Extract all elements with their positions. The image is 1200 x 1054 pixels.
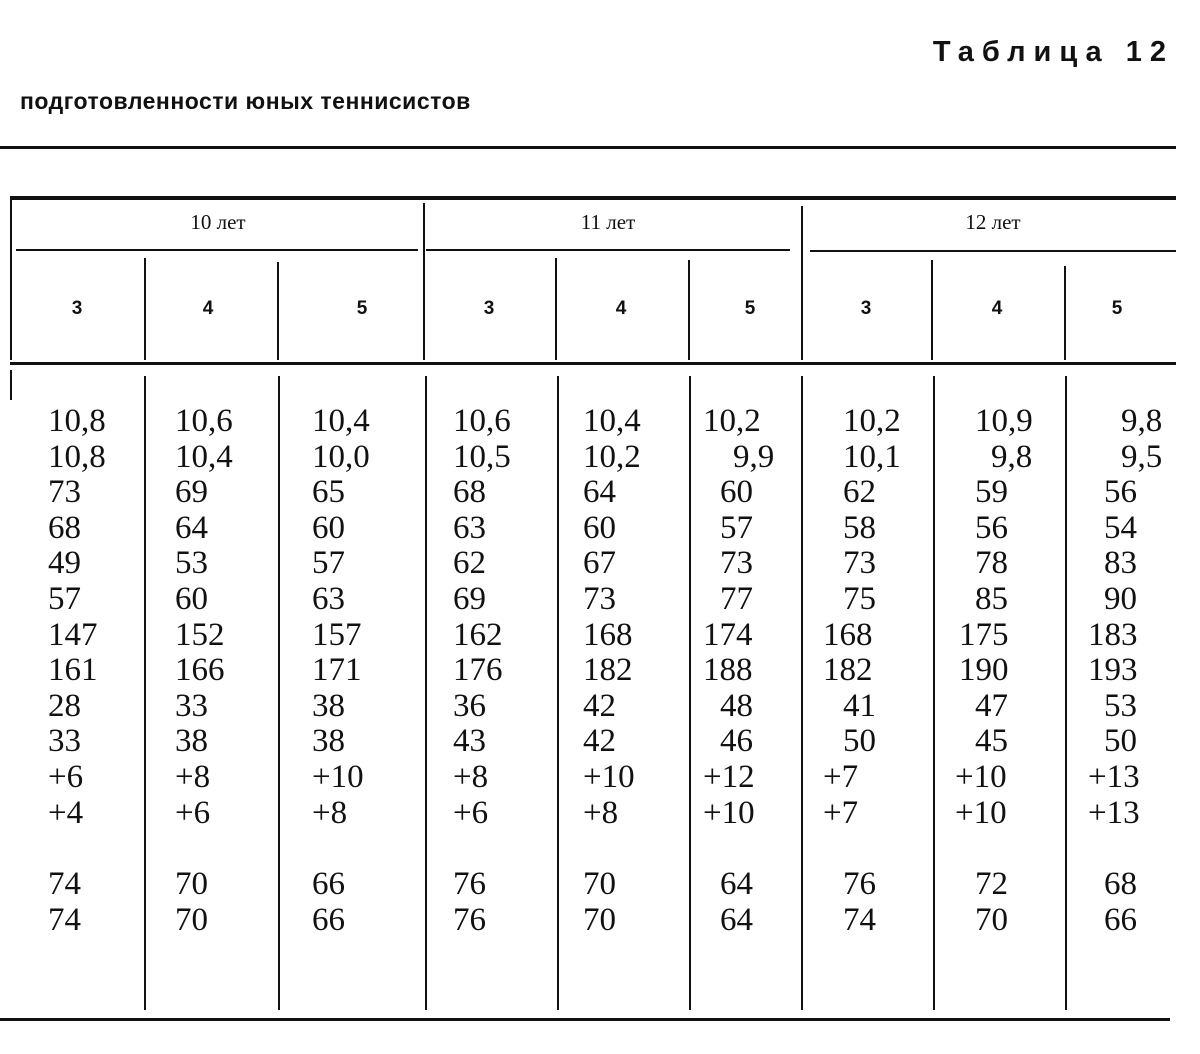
table-cell: 75: [843, 580, 876, 617]
table-cell: 174: [703, 616, 753, 653]
table-cell: 10,2: [703, 403, 761, 439]
table-cell: 57: [312, 545, 345, 582]
table-cell: 69: [453, 580, 486, 617]
body-divider: [278, 376, 280, 1010]
table-cell: 66: [1104, 901, 1137, 938]
top-rule: [0, 146, 1176, 149]
table-cell: 74: [843, 901, 876, 938]
table-cell: 76: [843, 866, 876, 903]
table-cell: 175: [959, 616, 1009, 653]
table-cell: 182: [583, 652, 633, 689]
table-cell: 70: [175, 901, 208, 938]
table-cell: 193: [1088, 652, 1138, 689]
table-cell: 63: [312, 580, 345, 617]
table-cell: 28: [48, 687, 81, 724]
table-cell: 66: [312, 866, 345, 903]
table-cell: 152: [175, 616, 225, 653]
data-column-12-3: [823, 404, 929, 938]
data-column-11-5: [703, 404, 799, 938]
data-column-12-4: [955, 404, 1063, 938]
row-gap: [583, 831, 683, 867]
table-cell: 190: [959, 652, 1009, 689]
table-cell: 73: [843, 545, 876, 582]
table-cell: +8: [453, 758, 489, 795]
grade-label: 5: [744, 298, 756, 319]
table-subtitle: подготовленности юных теннисистов: [20, 88, 471, 114]
header-subdivider: [688, 260, 690, 360]
table-cell: 10,6: [175, 403, 233, 439]
table-cell: 9,9: [733, 438, 775, 475]
age-group-11-label: 11 лет: [580, 210, 636, 234]
table-cell: 77: [720, 580, 753, 617]
body-divider: [557, 376, 559, 1010]
table-cell: 74: [48, 866, 81, 903]
table-cell: 62: [453, 545, 486, 582]
table-cell: +10: [703, 794, 755, 831]
header-divider-10-11: [423, 203, 425, 360]
grade-label: 4: [615, 298, 627, 319]
table-cell: +10: [955, 758, 1007, 795]
table-cell: 76: [453, 901, 486, 938]
table-cell: 85: [975, 580, 1008, 617]
header-top-rule: [10, 196, 1176, 200]
table-cell: 65: [312, 474, 345, 511]
row-gap: [453, 831, 553, 867]
table-cell: 73: [583, 580, 616, 617]
table-cell: 9,8: [991, 438, 1033, 475]
table-number-label: Таблица 12: [932, 36, 1174, 68]
body-divider: [801, 376, 803, 1010]
age-11-underline: [426, 249, 790, 251]
grade-label: 4: [202, 298, 214, 319]
table-cell: +7: [823, 794, 859, 831]
table-cell: 10,1: [843, 438, 901, 475]
body-divider: [933, 376, 935, 1010]
table-cell: 57: [48, 580, 81, 617]
table-cell: +13: [1088, 794, 1140, 831]
row-gap: [1088, 831, 1180, 867]
table-cell: 10,0: [312, 438, 370, 475]
table-cell: 33: [48, 723, 81, 760]
table-cell: 10,8: [48, 438, 106, 475]
row-gap: [48, 831, 140, 867]
table-cell: 10,4: [175, 438, 233, 475]
table-cell: 72: [975, 866, 1008, 903]
table-cell: 90: [1104, 580, 1137, 617]
table-cell: +10: [583, 758, 635, 795]
table-cell: 168: [823, 616, 873, 653]
table-cell: 43: [453, 723, 486, 760]
table-cell: 38: [312, 723, 345, 760]
table-cell: 83: [1104, 545, 1137, 582]
grade-label: 5: [1111, 298, 1123, 319]
table-cell: +10: [312, 758, 364, 795]
table-cell: 10,2: [583, 438, 641, 475]
table-cell: +12: [703, 758, 755, 795]
data-column-11-4: [583, 404, 683, 938]
table-cell: 70: [583, 866, 616, 903]
table-cell: 54: [1104, 509, 1137, 546]
table-cell: 70: [175, 866, 208, 903]
age-12-underline: [810, 250, 1176, 252]
table-cell: +7: [823, 758, 859, 795]
table-cell: 10,2: [843, 403, 901, 439]
table-cell: 157: [312, 616, 362, 653]
header-subdivider: [144, 258, 146, 360]
body-left-border: [10, 370, 12, 400]
age-group-12-label: 12 лет: [965, 210, 1021, 234]
row-gap: [312, 831, 422, 867]
table-cell: 67: [583, 545, 616, 582]
table-cell: 62: [843, 474, 876, 511]
table-cell: 48: [720, 687, 753, 724]
data-column-11-3: [453, 404, 553, 938]
table-cell: 38: [312, 687, 345, 724]
table-cell: 10,5: [453, 438, 511, 475]
header-subdivider: [555, 258, 557, 360]
header-left-border: [10, 200, 12, 360]
table-cell: 188: [703, 652, 753, 689]
table-cell: 9,8: [1121, 403, 1163, 439]
bottom-rule: [0, 1018, 1170, 1021]
table-cell: 60: [312, 509, 345, 546]
table-cell: 59: [975, 474, 1008, 511]
table-cell: 69: [175, 474, 208, 511]
table-cell: +13: [1088, 758, 1140, 795]
table-cell: 78: [975, 545, 1008, 582]
table-cell: 147: [48, 616, 98, 653]
table-cell: 76: [453, 866, 486, 903]
table-cell: 64: [720, 866, 753, 903]
table-cell: 168: [583, 616, 633, 653]
data-column-10-3: [48, 404, 140, 938]
table-cell: 10,4: [312, 403, 370, 439]
table-cell: 64: [720, 901, 753, 938]
table-cell: 46: [720, 723, 753, 760]
data-column-10-5: [312, 404, 422, 938]
table-cell: 68: [453, 474, 486, 511]
grade-label: 3: [483, 298, 495, 319]
table-cell: 60: [720, 474, 753, 511]
table-cell: 73: [720, 545, 753, 582]
table-cell: 68: [48, 509, 81, 546]
table-cell: +6: [453, 794, 489, 831]
table-cell: 58: [843, 509, 876, 546]
table-cell: +6: [175, 794, 211, 831]
grade-label: 4: [991, 298, 1003, 319]
data-column-10-4: [175, 404, 275, 938]
age-10-underline: [16, 249, 418, 251]
body-divider: [1065, 376, 1067, 1010]
table-cell: 64: [583, 474, 616, 511]
table-cell: 53: [1104, 687, 1137, 724]
row-gap: [823, 831, 929, 867]
table-cell: 10,9: [975, 403, 1033, 439]
grade-label: 3: [71, 298, 83, 319]
table-cell: +8: [583, 794, 619, 831]
table-cell: 45: [975, 723, 1008, 760]
row-gap: [955, 831, 1063, 867]
table-cell: 63: [453, 509, 486, 546]
table-cell: 162: [453, 616, 503, 653]
table-cell: 161: [48, 652, 98, 689]
table-cell: 42: [583, 687, 616, 724]
table-cell: 182: [823, 652, 873, 689]
table-cell: 50: [1104, 723, 1137, 760]
data-column-12-5: [1088, 404, 1180, 938]
table-cell: 183: [1088, 616, 1138, 653]
table-cell: 68: [1104, 866, 1137, 903]
table-cell: 60: [175, 580, 208, 617]
header-subdivider: [277, 262, 279, 360]
table-cell: 41: [843, 687, 876, 724]
table-cell: 74: [48, 901, 81, 938]
table-cell: 64: [175, 509, 208, 546]
table-cell: 33: [175, 687, 208, 724]
table-cell: 53: [175, 545, 208, 582]
header-divider-11-12: [801, 206, 803, 360]
table-cell: 9,5: [1121, 438, 1163, 475]
table-cell: 73: [48, 474, 81, 511]
body-divider: [144, 376, 146, 1010]
header-subdivider: [1064, 266, 1066, 360]
table-cell: +4: [48, 794, 84, 831]
table-cell: 56: [975, 509, 1008, 546]
grade-label: 5: [356, 298, 368, 319]
table-cell: 66: [312, 901, 345, 938]
table-cell: 171: [312, 652, 362, 689]
table-cell: 70: [975, 901, 1008, 938]
age-group-10-label: 10 лет: [190, 210, 246, 234]
table-cell: 49: [48, 545, 81, 582]
table-cell: 166: [175, 652, 225, 689]
header-bottom-rule: [10, 362, 1176, 365]
body-divider: [689, 376, 691, 1010]
table-cell: 47: [975, 687, 1008, 724]
table-cell: 36: [453, 687, 486, 724]
body-divider: [425, 376, 427, 1010]
row-gap: [175, 831, 275, 867]
table-cell: 10,6: [453, 403, 511, 439]
table-cell: 42: [583, 723, 616, 760]
row-gap: [703, 831, 799, 867]
table-cell: +10: [955, 794, 1007, 831]
table-cell: 10,4: [583, 403, 641, 439]
table-cell: +8: [175, 758, 211, 795]
grade-label: 3: [860, 298, 872, 319]
table-cell: 176: [453, 652, 503, 689]
table-cell: 10,8: [48, 403, 106, 439]
table-cell: 38: [175, 723, 208, 760]
table-cell: 60: [583, 509, 616, 546]
table-cell: 70: [583, 901, 616, 938]
table-cell: 56: [1104, 474, 1137, 511]
header-subdivider: [931, 260, 933, 360]
table-cell: 50: [843, 723, 876, 760]
table-cell: 57: [720, 509, 753, 546]
table-cell: +6: [48, 758, 84, 795]
table-cell: +8: [312, 794, 348, 831]
